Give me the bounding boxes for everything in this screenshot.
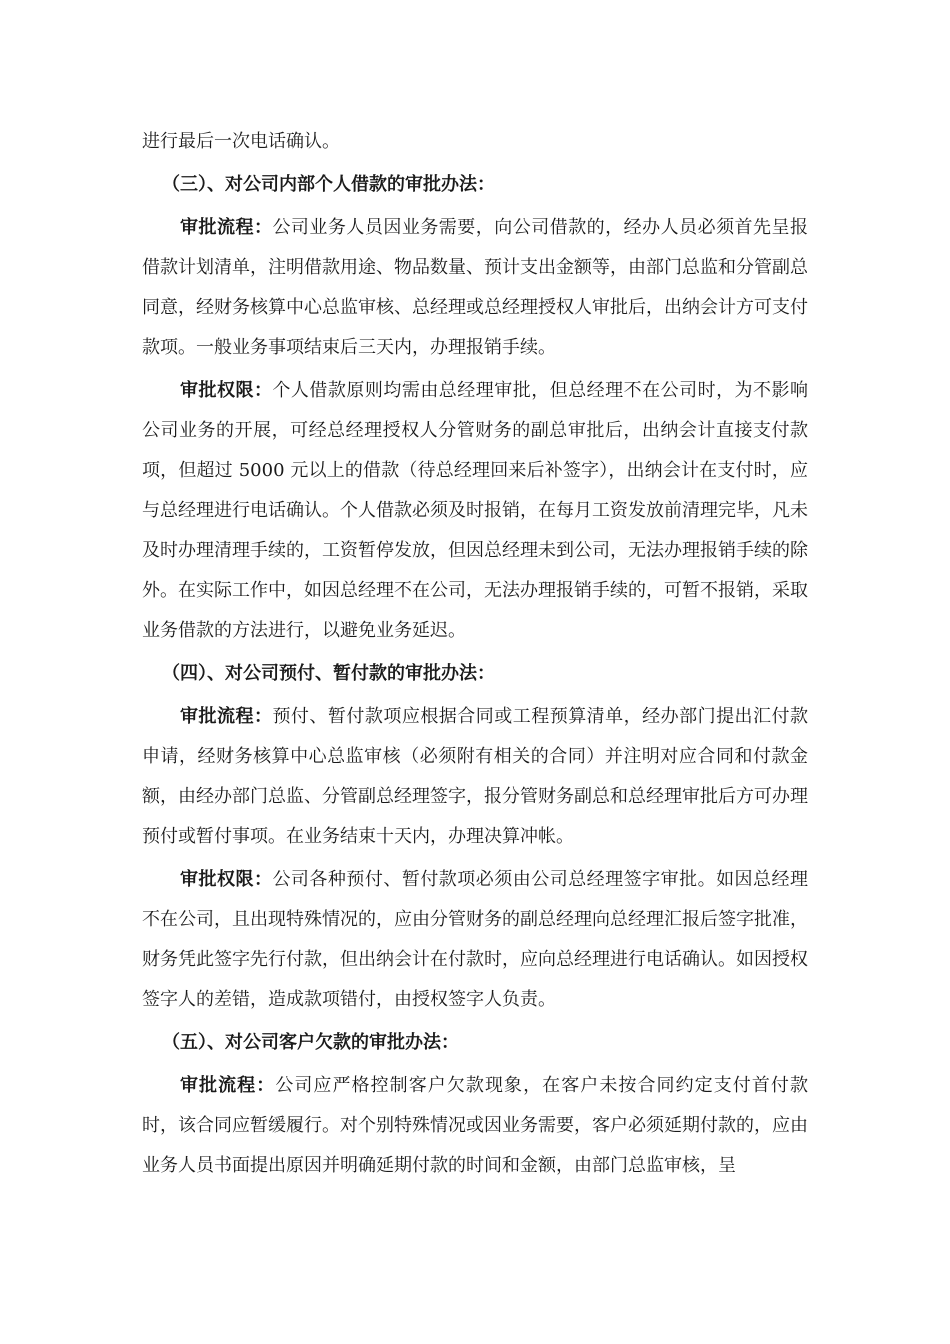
paragraph-label: 审批权限： [180,869,273,890]
paragraph-label: 审批流程： [180,706,273,727]
section-heading-3: （三）、对公司内部个人借款的审批办法： [162,174,495,195]
section-heading-5: （五）、对公司客户欠款的审批办法： [162,1032,459,1053]
paragraph-text: 预付、暂付款项应根据合同或工程预算清单，经办部门提出汇付款申请，经财务核算中心总监审核（必须附有相关的合同）并注明对应合同和付款金额，由经办部门总监、分管副总经理签字，报分管财务副总和总经理审批后方可办理预付或暂付事项。在业务结束十天内，办理决算冲帐。 [142,706,809,847]
document-body [142,122,808,1189]
paragraph-text: 公司业务人员因业务需要，向公司借款的，经办人员必须首先呈报借款计划清单，注明借款用途、物品数量、预计支出金额等，由部门总监和分管副总同意，经财务核算中心总监审核、总经理或总经理授权人审批后，出纳会计方可支付款项。一般业务事项结束后三天内，办理报销手续。 [142,217,809,358]
paragraph-text: 公司应严格控制客户欠款现象，在客户未按合同约定支付首付款时，该合同应暂缓履行。对个别特殊情况或因业务需要，客户必须延期付款的，应由业务人员书面提出原因并明确延期付款的时间和金额，由部门总监审核，呈 [142,1075,808,1176]
approval-process-paragraph [142,1066,808,1186]
approval-process-paragraph [142,208,808,368]
approval-process-paragraph [142,697,808,857]
paragraph-label: 审批流程： [180,1075,276,1096]
paragraph-text: 个人借款原则均需由总经理审批，但总经理不在公司时，为不影响公司业务的开展，可经总经理授权人分管财务的副总审批后，出纳会计直接支付款项，但超过 5000 元以上的借款（待总经理回来后补签字），出纳会计在支付时，应与总经理进行电话确认。个人借款必须及时报销，在每月工资发放前清理完毕，凡未及时办理清理手续的，工资暂停发放，但因总经理未到公司，无法办理报销手续的除外。在实际工作中，如因总经理不在公司，无法办理报销手续的，可暂不报销，采取业务借款的方法进行，以避免业务延迟。 [142,380,809,641]
approval-authority-paragraph [142,371,808,651]
approval-authority-paragraph [142,860,808,1020]
paragraph-label: 审批流程： [180,217,273,238]
paragraph-text: 公司各种预付、暂付款项必须由公司总经理签字审批。如因总经理不在公司，且出现特殊情况的，应由分管财务的副总经理向总经理汇报后签字批准，财务凭此签字先行付款，但出纳会计在付款时，应向总经理进行电话确认。如因授权签字人的差错，造成款项错付，由授权签字人负责。 [142,869,809,1010]
paragraph-label: 审批权限： [180,380,273,401]
continuation-paragraph: 进行最后一次电话确认。 [142,131,340,152]
section-heading-4: （四）、对公司预付、暂付款的审批办法： [162,663,495,684]
